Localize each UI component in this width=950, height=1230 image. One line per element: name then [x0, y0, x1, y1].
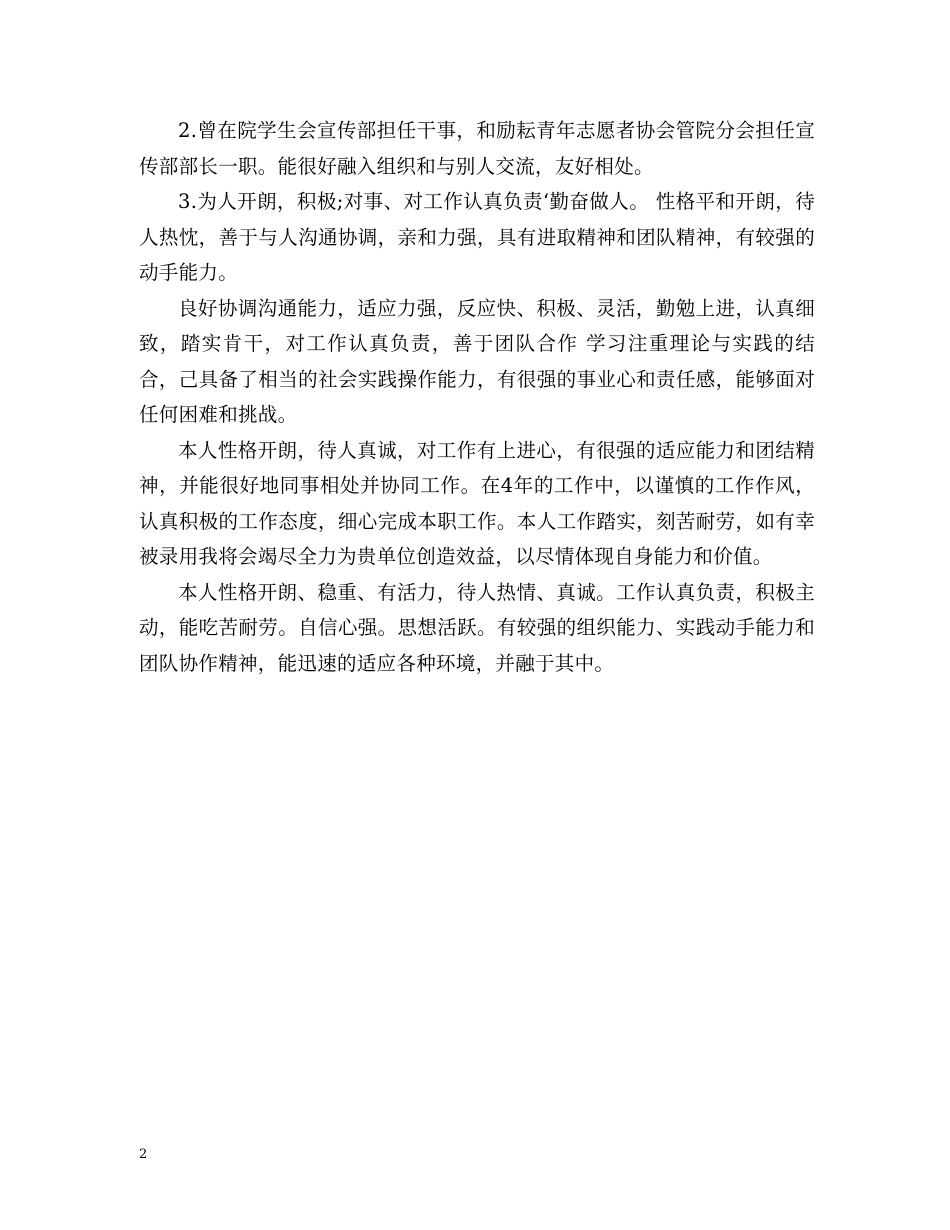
paragraph-student-union: 2.曾在院学生会宣传部担任干事，和励耘青年志愿者协会管院分会担任宣传部部长一职。能很好融入组织和与别人交流，友好相处。 [139, 119, 815, 178]
paragraph-communication: 良好协调沟通能力，适应力强，反应快、积极、灵活，勤勉上进，认真细致，踏实肯干，对工作认真负责，善于团队合作 学习注重理论与实践的结合，己具备了相当的社会实践操作能力，有很强的事业心和责任感，能够面对任何困难和挑战。 [139, 296, 815, 426]
page-number: 2 [139, 1147, 148, 1162]
document-body [139, 113, 815, 681]
paragraph-summary: 本人性格开朗、稳重、有活力，待人热情、真诚。工作认真负责，积极主动，能吃苦耐劳。自信心强。思想活跃。有较强的组织能力、实践动手能力和团队协作精神，能迅速的适应各种环境，并融于其中。 [139, 580, 815, 675]
paragraph-personality: 3.为人开朗，积极;对事、对工作认真负责‘勤奋做人。 性格平和开朗，待人热忱，善于与人沟通协调，亲和力强，具有进取精神和团队精神，有较强的动手能力。 [139, 190, 815, 284]
paragraph-work-experience: 本人性格开朗，待人真诚，对工作有上进心，有很强的适应能力和团结精神，并能很好地同事相处并协同工作。在4年的工作中，以谨慎的工作作风，认真积极的工作态度，细心完成本职工作。本人工作踏实，刻苦耐劳，如有幸被录用我将会竭尽全力为贵单位创造效益，以尽情体现自身能力和价值。 [139, 438, 815, 568]
